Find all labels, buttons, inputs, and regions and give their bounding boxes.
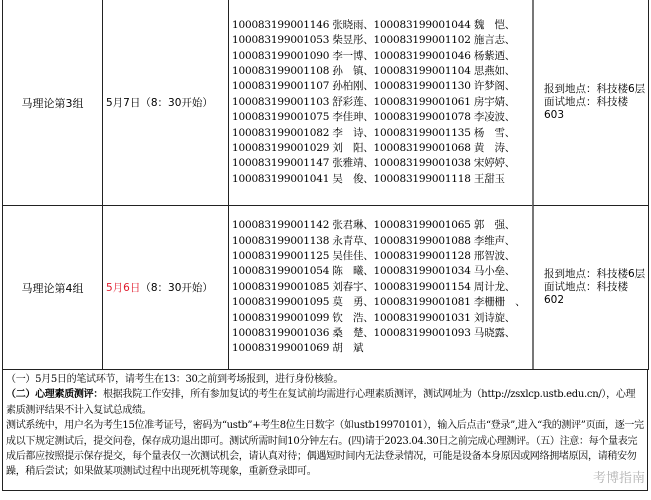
note-psych-text: 根据我院工作安排，所有参加复试的考生在复试前均需进行心理素质测评，测试网址为（http://zsxlcp.ustb.edu.cn/），心理素质测评结果不计入复试总成绩。 (6, 389, 636, 416)
location-cell (532, 0, 649, 206)
report-location: 报到地点：科技楼6层 (544, 268, 646, 280)
candidate-row: 100083199001069 胡 斌 (232, 342, 364, 355)
candidate-row: 100083199001029 刘 阳、100083199001068 黄 涛、 (232, 142, 516, 155)
candidate-row: 100083199001095 莫 勇、100083199001081 李栅栅 、 (232, 296, 526, 309)
candidate-row: 100083199001108 孙 镇、100083199001104 思燕如、 (232, 64, 516, 77)
note-written-exam: （一）5月5日的笔试环节，请考生在13：30之前到考场报到，进行身份核验。 (6, 374, 344, 385)
date: 5月7日 (106, 97, 141, 109)
report-location: 报到地点：科技楼6层 (544, 83, 646, 95)
candidate-row: 100083199001146 张晓雨、100083199001044 魏 恺、 (232, 18, 516, 31)
candidate-list (229, 18, 515, 187)
notes-box (2, 369, 648, 491)
note-test-instructions: 测试系统中，用户名为考生15位准考证号，密码为“ustb”+考生8位生日数字（如ustb19970101），输入后点击“登录”,进入“我的测评”页面，逐一完成以下规定测试后，提交问卷，保存成功退出即可。测试所需时间10分钟左右。(四)请于2023.04.30日之前完成心理测评。（五）注意：每个量表完成后都应按照提示保存提交，每个量表仅一次测试机会，请认真对待；偶遇短时间内无法登录情况，可能是设备本身原因或网络拥堵原因，请稍安勿躁，稍后尝试；如果做某项测试过程中出现死机等现象，重新登录即可。 (6, 420, 644, 478)
candidate-row: 100083199001103 舒彩莲、100083199001061 房宇婧、 (232, 95, 516, 108)
candidate-list-cell (228, 205, 533, 370)
interview-location: 面试地点：科技楼603 (544, 96, 628, 121)
candidate-row: 100083199001107 孙柏刚、100083199001130 许梦阁、 (232, 80, 516, 93)
watermark: 考博指南 (592, 471, 645, 486)
candidate-row: 100083199001075 李佳珅、100083199001078 李凌波、 (232, 111, 516, 124)
note-psych-test (6, 387, 644, 418)
candidate-row: 100083199001036 桑 楚、100083199001093 马晓露、 (232, 327, 516, 340)
candidate-row: 100083199001090 李一博、100083199001046 杨紫迺、 (232, 49, 516, 62)
candidate-row: 100083199001125 吴佳佳、100083199001128 邢智波、 (232, 249, 516, 262)
location-cell (532, 205, 649, 370)
candidate-list (229, 218, 525, 357)
candidate-row: 100083199001099 钦 浩、100083199001031 刘诗旋、 (232, 311, 516, 324)
note-psych-heading: （二）心理素质测评： (6, 389, 103, 401)
candidate-row: 100083199001085 刘春宇、100083199001154 周计龙、 (232, 280, 516, 293)
candidate-row: 100083199001041 吴 俊、100083199001118 王甜玉 (232, 172, 505, 185)
group-name-cell (2, 205, 103, 370)
group-name: 马理论第4组 (21, 281, 84, 295)
candidate-list-cell (228, 0, 533, 206)
date-cell (102, 0, 229, 206)
group-name-cell (2, 0, 103, 206)
interview-location: 面试地点：科技楼602 (544, 281, 628, 306)
group-name: 马理论第3组 (21, 96, 84, 110)
date: 5月6日 (106, 282, 141, 294)
candidate-row: 100083199001053 柴昱彤、100083199001102 施言志、 (232, 34, 516, 47)
start-time: （8：30开始） (140, 282, 213, 294)
candidate-row: 100083199001054 陈 曦、100083199001034 马小垒、 (232, 265, 516, 278)
candidate-row: 100083199001082 李 诗、100083199001135 杨 雪、 (232, 126, 516, 139)
candidate-row: 100083199001142 张君琳、100083199001065 郭 强、 (232, 219, 516, 232)
start-time: （8：30开始） (140, 97, 213, 109)
candidate-row: 100083199001147 张雅靖、100083199001038 宋婷婷、 (232, 157, 516, 170)
date-cell (102, 205, 229, 370)
candidate-row: 100083199001138 永青草、100083199001088 李维声、 (232, 234, 516, 247)
